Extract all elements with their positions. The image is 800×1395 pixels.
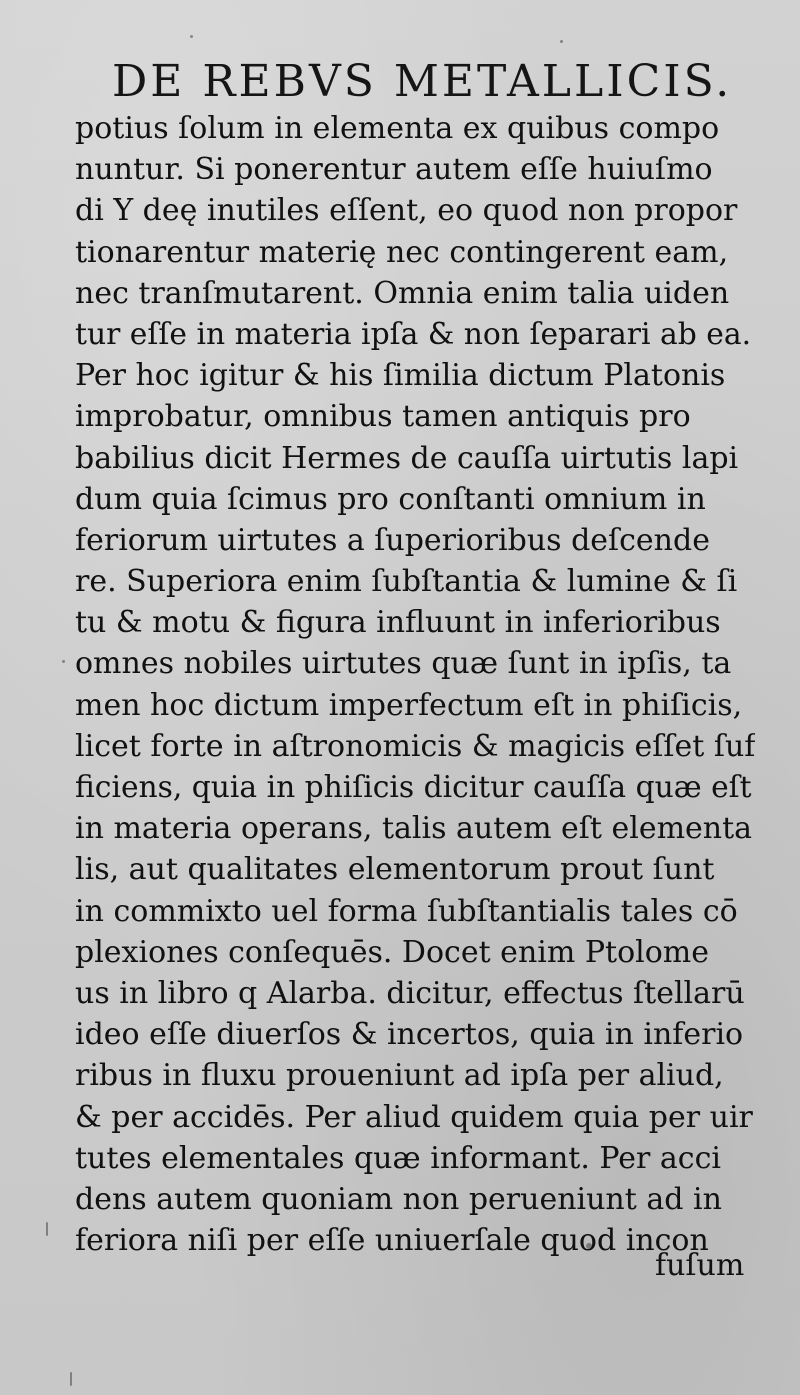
text-line: feriorum uirtutes a ſuperioribus deſcende [75, 522, 710, 558]
text-line: feriora niſi per eſſe uniuerſale quod incon [75, 1223, 709, 1259]
text-line: potius ſolum in elementa ex quibus compo [75, 111, 720, 146]
text-line: dum quia ſcimus pro conſtanti omnium in [75, 481, 706, 517]
text-line: us in libro q Alarba. dicitur, effectus ſtellarū [75, 975, 745, 1011]
text-line: lis, aut qualitates elementorum prout ſunt [75, 852, 715, 888]
text-line: tur eſſe in materia ipſa & non ſeparari ab ea. [75, 316, 752, 352]
text-line: ribus in fluxu proueniunt ad ipſa per aliud, [75, 1058, 724, 1094]
text-line: plexiones conſequēs. Docet enim Ptolome [75, 934, 709, 970]
text-line: di Y deę inutiles eſſent, eo quod non propor [75, 193, 738, 229]
text-line: tionarentur materię nec contingerent eam, [75, 234, 729, 270]
text-line: babilius dicit Hermes de cauſſa uirtutis lapi [75, 440, 739, 476]
text-line: nuntur. Si ponerentur autem eſſe huiuſmo [75, 152, 713, 188]
running-head: DE REBVS METALLICIS. [112, 56, 733, 107]
text-line: improbatur, omnibus tamen antiquis pro [75, 399, 691, 435]
text-line: tu & motu & figura influunt in inferioribus [75, 605, 721, 641]
catchword: fuſum [655, 1248, 745, 1283]
ink-speck [62, 660, 65, 663]
ink-speck [70, 1372, 72, 1386]
ink-speck [46, 1222, 48, 1236]
text-line: ideo eſſe diuerſos & incertos, quia in inferio [75, 1017, 744, 1053]
text-line: Per hoc igitur & his ſimilia dictum Platonis [75, 358, 726, 394]
body-text [75, 108, 755, 1261]
text-line: nec tranſmutarent. Omnia enim talia uiden [75, 275, 730, 311]
text-line: ficiens, quia in phiſicis dicitur cauſſa quæ eſt [75, 770, 752, 805]
text-line: in materia operans, talis autem eſt elementa [75, 811, 753, 847]
ink-speck [560, 40, 563, 43]
text-line: omnes nobiles uirtutes quæ ſunt in ipſis, ta [75, 646, 732, 682]
text-line: men hoc dictum imperfectum eſt in phiſicis, [75, 687, 743, 723]
text-line: & per accidēs. Per aliud quidem quia per uir [75, 1099, 753, 1135]
text-line: in commixto uel forma ſubſtantialis tales cō [75, 893, 738, 929]
text-line: tutes elementales quæ informant. Per acci [75, 1140, 721, 1176]
text-line: licet forte in aſtronomicis & magicis eſſet ſuf [75, 728, 755, 764]
ink-speck [190, 35, 193, 38]
text-line: re. Superiora enim ſubſtantia & lumine & ſi [75, 564, 738, 600]
text-line: dens autem quoniam non perueniunt ad in [75, 1181, 722, 1217]
